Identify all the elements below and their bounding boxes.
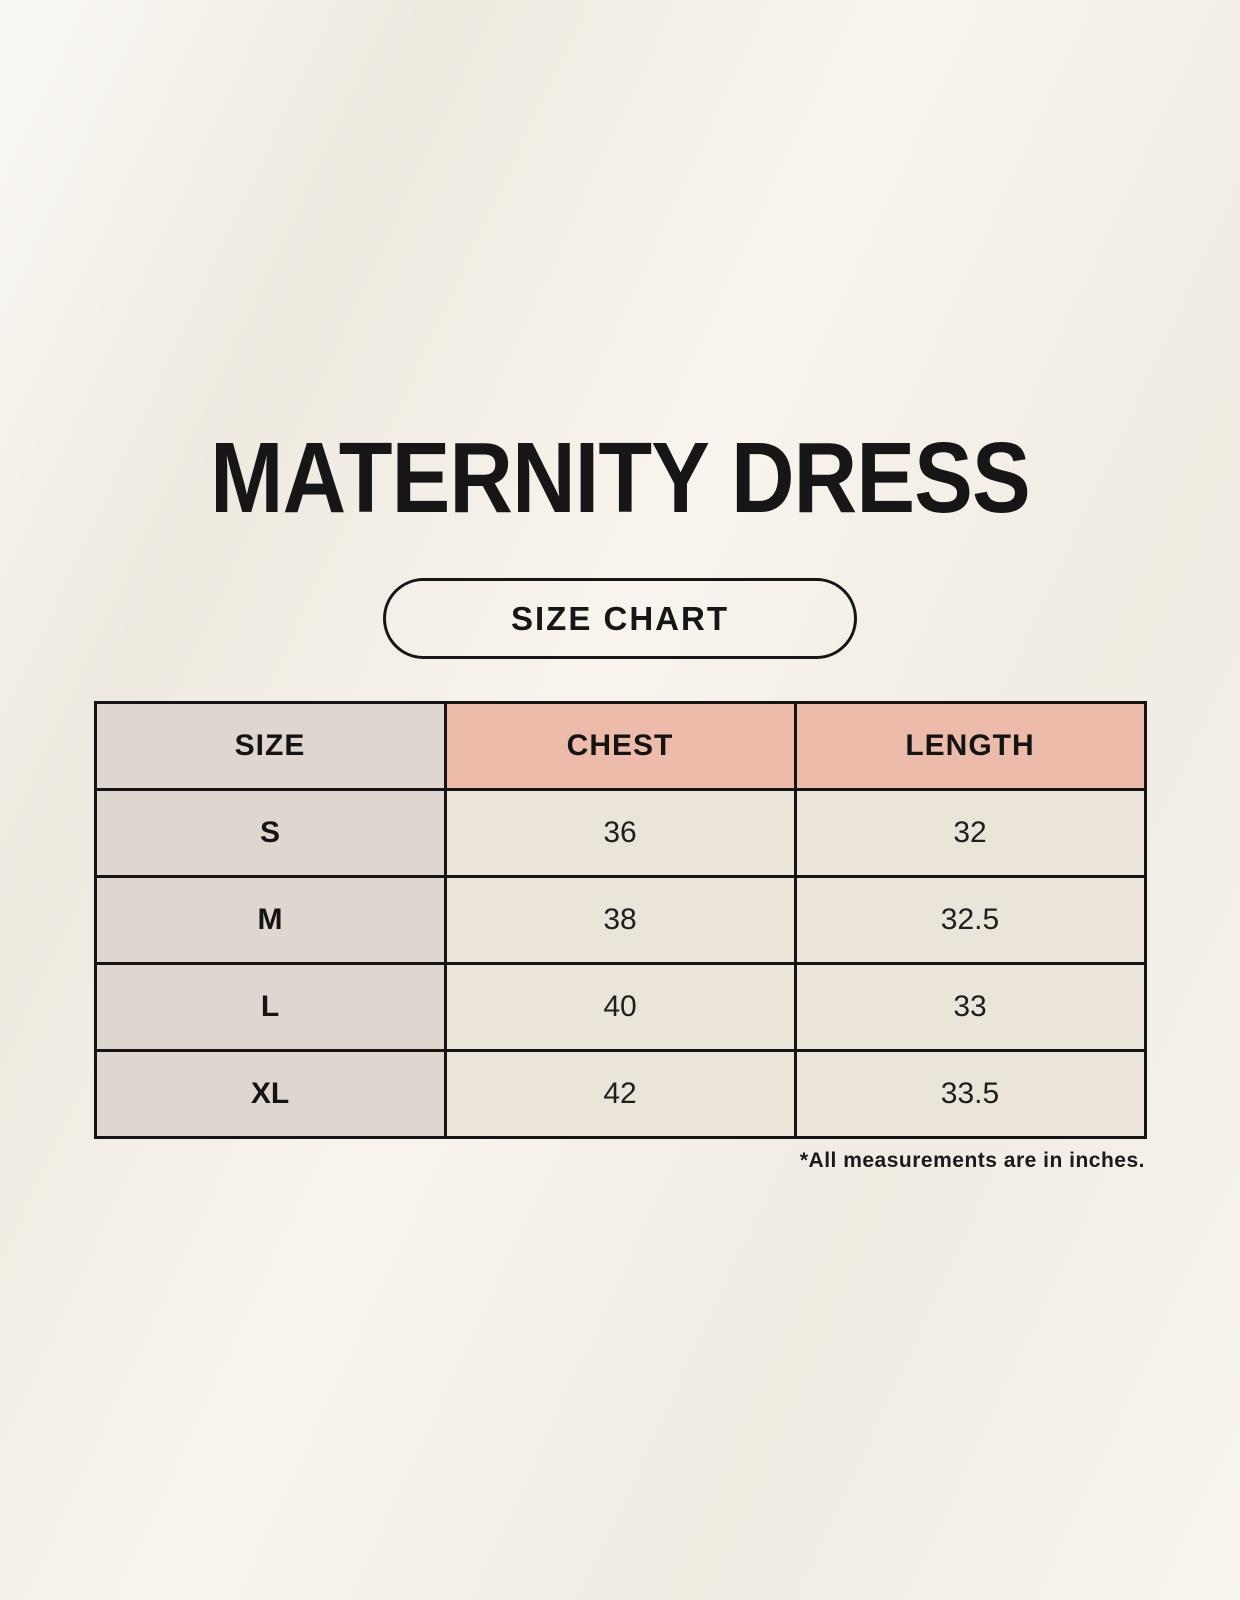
size-cell: S — [95, 790, 445, 877]
length-cell: 32 — [795, 790, 1145, 877]
size-cell: L — [95, 964, 445, 1051]
chest-cell: 38 — [445, 877, 795, 964]
measurements-footnote: *All measurements are in inches. — [799, 1149, 1145, 1172]
chest-cell: 42 — [445, 1051, 795, 1138]
column-header-size: SIZE — [95, 703, 445, 790]
table-row — [95, 877, 1145, 964]
product-title: MATERNITY DRESS — [210, 422, 1030, 534]
table-row — [95, 964, 1145, 1051]
table-row — [95, 1051, 1145, 1138]
table-row — [95, 790, 1145, 877]
size-cell: XL — [95, 1051, 445, 1138]
chest-cell: 40 — [445, 964, 795, 1051]
length-cell: 32.5 — [795, 877, 1145, 964]
chest-cell: 36 — [445, 790, 795, 877]
length-cell: 33 — [795, 964, 1145, 1051]
length-cell: 33.5 — [795, 1051, 1145, 1138]
size-table-header-row — [95, 703, 1145, 790]
size-chart-badge-label: SIZE CHART — [511, 599, 729, 637]
size-chart-badge — [383, 578, 857, 659]
size-table — [94, 701, 1147, 1139]
column-header-chest: CHEST — [445, 703, 795, 790]
column-header-length: LENGTH — [795, 703, 1145, 790]
size-cell: M — [95, 877, 445, 964]
